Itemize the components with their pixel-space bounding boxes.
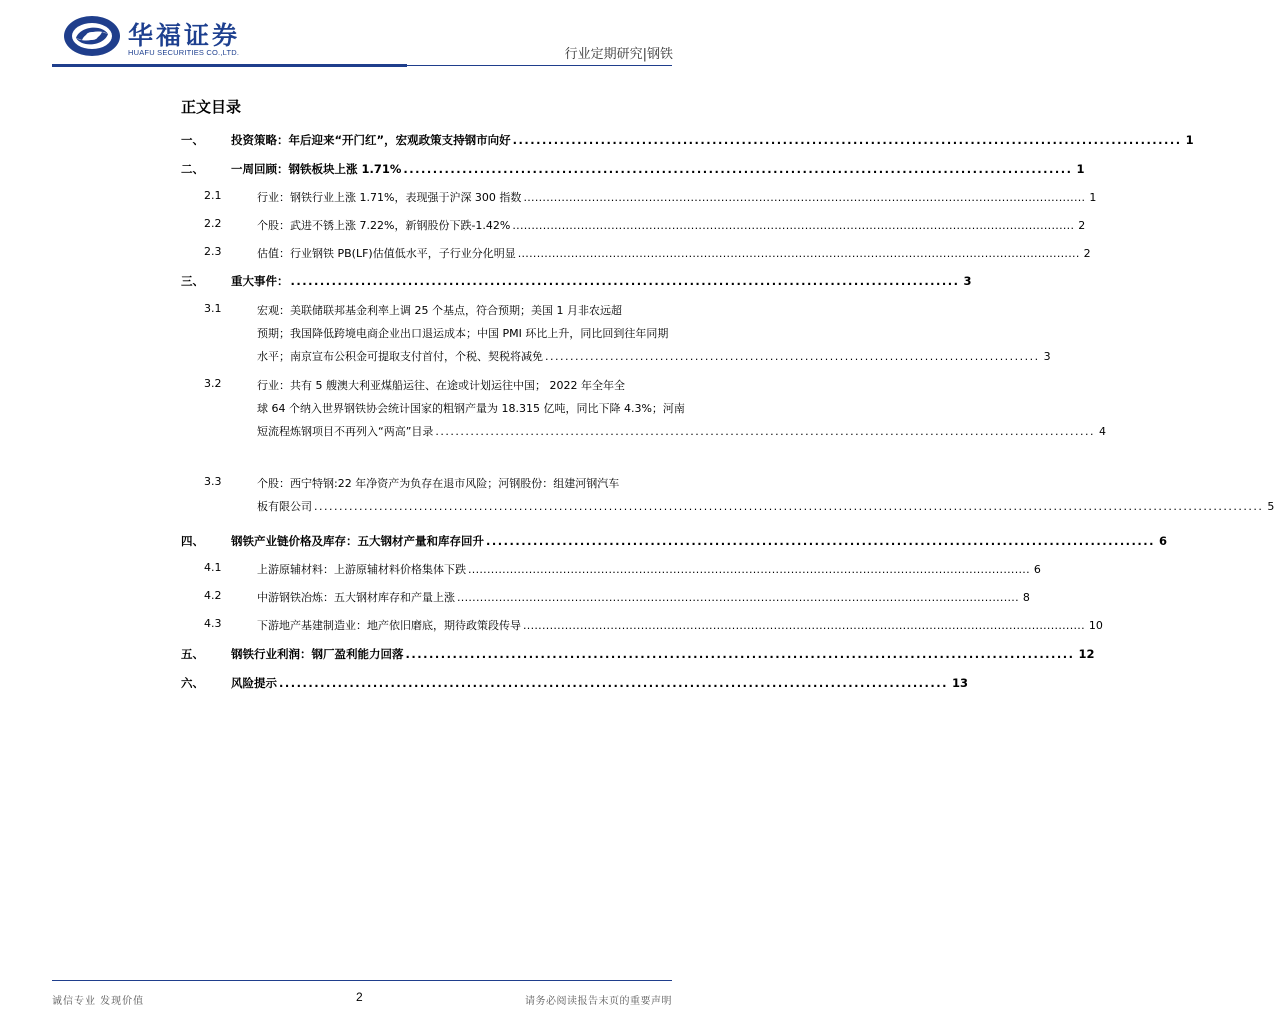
toc-entry-number: 五、 bbox=[181, 647, 204, 661]
toc-entry-page: 6 bbox=[1159, 534, 1168, 548]
toc-leader-dots: .................................................................................................................................................... bbox=[523, 191, 1086, 204]
toc-leader-dots: .................................................................................................................. bbox=[279, 676, 949, 690]
toc-entry-page: 12 bbox=[1078, 647, 1095, 661]
toc-entry-number: 2.2 bbox=[204, 217, 222, 230]
toc-entry-line: 板有限公司 bbox=[257, 500, 312, 513]
toc-leader-dots: .................................................................................................................................................... bbox=[457, 591, 1019, 604]
toc-entry-number: 四、 bbox=[181, 534, 204, 548]
toc-entry-3-1[interactable] bbox=[0, 302, 1051, 372]
toc-leader-dots: .................................................................................................................. bbox=[486, 534, 1156, 548]
toc-entry-label: 下游地产基建制造业：地产依旧磨底，期待政策段传导 bbox=[257, 619, 521, 632]
toc-entry-page: 2 bbox=[1083, 247, 1091, 260]
toc-entry-3-2[interactable] bbox=[0, 377, 1106, 447]
toc-entry-number: 4.3 bbox=[204, 617, 222, 630]
report-type: 行业定期研究|钢铁 bbox=[564, 47, 673, 62]
toc-entry-page: 10 bbox=[1088, 619, 1103, 632]
toc-entry-page: 1 bbox=[1076, 162, 1085, 176]
toc-leader-dots: .................................................................................................................................................... bbox=[523, 619, 1085, 632]
toc-leader-dots: .................................................................................................................................................... bbox=[468, 563, 1030, 576]
toc-entry-page: 1 bbox=[1089, 191, 1097, 204]
toc-entry-page: 5 bbox=[1267, 500, 1274, 513]
toc-entry-number: 三、 bbox=[181, 274, 204, 288]
huafu-swirl-icon bbox=[62, 14, 122, 58]
toc-entry-number: 二、 bbox=[181, 162, 204, 176]
toc-leader-dots: .................................................................................................................................................... bbox=[517, 247, 1080, 260]
toc-entry-page: 1 bbox=[1185, 133, 1194, 147]
toc-entry-number: 3.3 bbox=[204, 475, 222, 488]
toc-entry-number: 2.1 bbox=[204, 189, 222, 202]
toc-entry-page: 6 bbox=[1033, 563, 1041, 576]
toc-entry-6[interactable] bbox=[0, 675, 969, 695]
toc-entry-line: 个股：西宁特钢:22 年净资产为负存在退市风险；河钢股份：组建河钢汽车 bbox=[257, 477, 620, 490]
toc-leader-dots: .................................................................................................................. bbox=[405, 647, 1075, 661]
toc-entry-5[interactable] bbox=[0, 646, 1095, 666]
toc-entry-page: 3 bbox=[1043, 350, 1051, 363]
toc-entry-label: 估值：行业钢铁 PB(LF)估值低水平，子行业分化明显 bbox=[257, 247, 516, 260]
header-divider bbox=[52, 65, 672, 66]
toc-entry-label: 重大事件： bbox=[231, 274, 289, 288]
toc-entry-page: 4 bbox=[1098, 425, 1106, 438]
toc-leader-dots: .................................................................................................................. bbox=[512, 133, 1182, 147]
huafu-logo bbox=[62, 14, 242, 60]
toc-entry-number: 2.3 bbox=[204, 245, 222, 258]
toc-entry-line: 行业：共有 5 艘澳大利亚煤船运往、在途或计划运往中国； 2022 年全年全 bbox=[257, 379, 625, 392]
toc-entry-label: 中游钢铁冶炼：五大钢材库存和产量上涨 bbox=[257, 591, 455, 604]
toc-entry-line: 球 64 个纳入世界钢铁协会统计国家的粗钢产量为 18.315 亿吨，同比下降 4.3%；河南 bbox=[257, 402, 685, 415]
toc-entry-line: 水平；南京宣布公积金可提取支付首付，个税、契税将减免 bbox=[257, 350, 543, 363]
toc-entry-page: 8 bbox=[1022, 591, 1030, 604]
toc-leader-dots: ................................................................................................... bbox=[545, 350, 1040, 363]
toc-entry-label: 上游原辅材料：上游原辅材料价格集体下跌 bbox=[257, 563, 466, 576]
toc-leader-dots: .................................................................................................................. bbox=[290, 274, 960, 288]
logo-english-name: HUAFU SECURITIES CO.,LTD. bbox=[128, 48, 240, 57]
toc-entry-number: 3.2 bbox=[204, 377, 222, 390]
toc-entry-number: 4.1 bbox=[204, 561, 222, 574]
logo-chinese-name: 华福证券 bbox=[128, 21, 241, 50]
toc-entry-number: 4.2 bbox=[204, 589, 222, 602]
toc-entry-label: 行业：钢铁行业上涨 1.71%，表现强于沪深 300 指数 bbox=[257, 191, 522, 204]
toc-entry-number: 3.1 bbox=[204, 302, 222, 315]
page-header bbox=[0, 0, 724, 70]
toc-entry-label: 投资策略：年后迎来“开门红”，宏观政策支持钢市向好 bbox=[231, 133, 511, 147]
toc-entry-line: 宏观：美联储联邦基金利率上调 25 个基点，符合预期；美国 1 月非农远超 bbox=[257, 304, 622, 317]
toc-entry-number: 一、 bbox=[181, 133, 204, 147]
toc-leader-dots: .............................................................................................................................................................................................. bbox=[314, 500, 1264, 513]
toc-entry-page: 13 bbox=[952, 676, 969, 690]
toc-entry-label: 个股：武进不锈上涨 7.22%，新钢股份下跌-1.42% bbox=[257, 219, 511, 232]
toc-entry-1[interactable] bbox=[0, 132, 1194, 152]
toc-entry-line: 短流程炼钢项目不再列入“两高”目录 bbox=[257, 425, 434, 438]
page-number: 2 bbox=[356, 990, 363, 1004]
toc-title: 正文目录 bbox=[181, 98, 242, 116]
toc-entry-page: 2 bbox=[1078, 219, 1086, 232]
toc-entry-3[interactable] bbox=[0, 273, 972, 293]
toc-leader-dots: .................................................................................................................................................... bbox=[512, 219, 1075, 232]
toc-entry-page: 3 bbox=[963, 274, 972, 288]
toc-entry-label: 风险提示 bbox=[231, 676, 277, 690]
footer-divider bbox=[52, 980, 672, 981]
toc-leader-dots: .................................................................................................................. bbox=[403, 162, 1073, 176]
footer-disclaimer: 请务必阅读报告末页的重要声明 bbox=[525, 996, 672, 1007]
toc-entry-line: 预期；我国降低跨境电商企业出口退运成本；中国 PMI 环比上升，同比回到往年同期 bbox=[257, 327, 669, 340]
toc-entry-2[interactable] bbox=[0, 161, 1085, 181]
toc-entry-4[interactable] bbox=[0, 533, 1168, 553]
toc-entry-label: 一周回顾：钢铁板块上涨 1.71% bbox=[231, 162, 402, 176]
toc-leader-dots: .................................................................................................................................... bbox=[435, 425, 1095, 438]
footer-slogan: 诚信专业 发现价值 bbox=[52, 996, 145, 1007]
toc-entry-3-3[interactable] bbox=[0, 475, 1274, 521]
toc-entry-label: 钢铁行业利润：钢厂盈利能力回落 bbox=[231, 647, 404, 661]
toc-entry-number: 六、 bbox=[181, 676, 204, 690]
toc-entry-label: 钢铁产业链价格及库存：五大钢材产量和库存回升 bbox=[231, 534, 484, 548]
